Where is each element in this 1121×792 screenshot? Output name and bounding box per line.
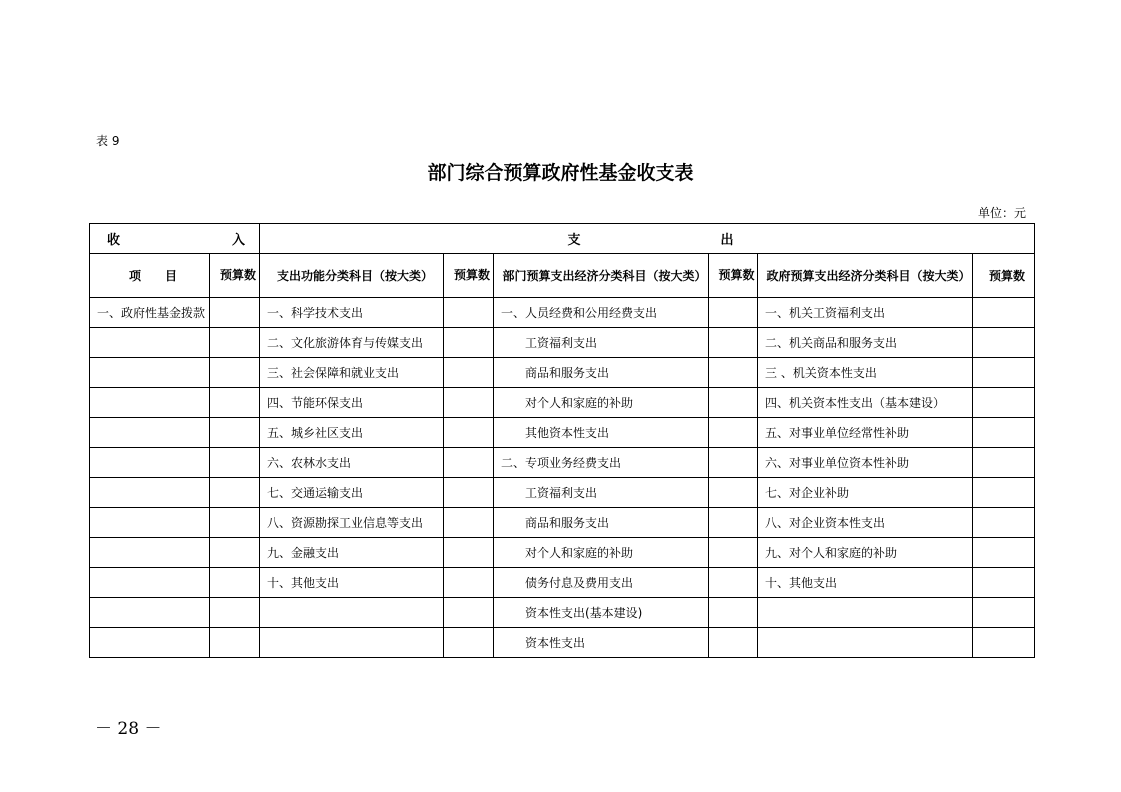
cell-gov-budget bbox=[973, 508, 1035, 538]
table-row bbox=[90, 358, 1035, 388]
budget-table bbox=[89, 223, 1035, 658]
table-row bbox=[90, 418, 1035, 448]
cell-income-budget bbox=[210, 418, 260, 448]
cell-gov-item: 三 、机关资本性支出 bbox=[758, 358, 973, 388]
col-header-gov-budget: 预算数 bbox=[973, 254, 1035, 298]
cell-func-budget bbox=[444, 418, 494, 448]
cell-income-item bbox=[90, 388, 210, 418]
cell-func-item: 三、社会保障和就业支出 bbox=[260, 358, 444, 388]
cell-income-budget bbox=[210, 568, 260, 598]
table-row bbox=[90, 568, 1035, 598]
cell-func-item bbox=[260, 628, 444, 658]
cell-dept-budget bbox=[709, 328, 758, 358]
table-row bbox=[90, 328, 1035, 358]
cell-func-item: 八、资源勘探工业信息等支出 bbox=[260, 508, 444, 538]
table-row bbox=[90, 388, 1035, 418]
cell-func-item: 一、科学技术支出 bbox=[260, 298, 444, 328]
cell-func-item: 七、交通运输支出 bbox=[260, 478, 444, 508]
cell-gov-budget bbox=[973, 628, 1035, 658]
cell-dept-item: 资本性支出(基本建设) bbox=[494, 598, 709, 628]
cell-dept-item: 一、人员经费和公用经费支出 bbox=[494, 298, 709, 328]
cell-gov-budget bbox=[973, 418, 1035, 448]
cell-func-budget bbox=[444, 448, 494, 478]
cell-dept-item: 工资福利支出 bbox=[494, 328, 709, 358]
cell-income-budget bbox=[210, 508, 260, 538]
cell-income-budget bbox=[210, 298, 260, 328]
header-row-top bbox=[90, 224, 1035, 254]
cell-gov-budget bbox=[973, 448, 1035, 478]
col-header-dept-budget: 预算数 bbox=[709, 254, 758, 298]
table-row bbox=[90, 478, 1035, 508]
cell-gov-item: 六、对事业单位资本性补助 bbox=[758, 448, 973, 478]
cell-dept-item: 工资福利支出 bbox=[494, 478, 709, 508]
cell-gov-item: 四、机关资本性支出（基本建设） bbox=[758, 388, 973, 418]
cell-gov-budget bbox=[973, 568, 1035, 598]
cell-func-item: 六、农林水支出 bbox=[260, 448, 444, 478]
col-header-func-budget: 预算数 bbox=[444, 254, 494, 298]
table-row bbox=[90, 628, 1035, 658]
cell-func-budget bbox=[444, 598, 494, 628]
table-row bbox=[90, 448, 1035, 478]
cell-dept-item: 商品和服务支出 bbox=[494, 508, 709, 538]
cell-func-item: 九、金融支出 bbox=[260, 538, 444, 568]
cell-gov-item: 八、对企业资本性支出 bbox=[758, 508, 973, 538]
cell-income-budget bbox=[210, 358, 260, 388]
table-row bbox=[90, 508, 1035, 538]
cell-dept-budget bbox=[709, 508, 758, 538]
cell-income-item bbox=[90, 358, 210, 388]
col-header-item: 项 目 bbox=[90, 254, 210, 298]
cell-func-budget bbox=[444, 568, 494, 598]
cell-gov-budget bbox=[973, 538, 1035, 568]
expense-header bbox=[260, 224, 1035, 254]
col-header-dept: 部门预算支出经济分类科目（按大类） bbox=[494, 254, 709, 298]
cell-dept-budget bbox=[709, 298, 758, 328]
cell-income-item bbox=[90, 508, 210, 538]
cell-func-budget bbox=[444, 538, 494, 568]
cell-func-item: 五、城乡社区支出 bbox=[260, 418, 444, 448]
cell-func-budget bbox=[444, 508, 494, 538]
table-number: 表 9 bbox=[96, 134, 120, 148]
cell-dept-budget bbox=[709, 538, 758, 568]
cell-income-budget bbox=[210, 328, 260, 358]
cell-gov-budget bbox=[973, 298, 1035, 328]
page-title: 部门综合预算政府性基金收支表 bbox=[427, 162, 694, 184]
cell-gov-item: 七、对企业补助 bbox=[758, 478, 973, 508]
col-header-func: 支出功能分类科目（按大类） bbox=[260, 254, 444, 298]
cell-income-item bbox=[90, 328, 210, 358]
cell-income-item bbox=[90, 598, 210, 628]
cell-income-item bbox=[90, 478, 210, 508]
cell-income-item bbox=[90, 568, 210, 598]
cell-gov-budget bbox=[973, 388, 1035, 418]
cell-income-budget bbox=[210, 598, 260, 628]
cell-gov-item: 五、对事业单位经常性补助 bbox=[758, 418, 973, 448]
cell-dept-budget bbox=[709, 628, 758, 658]
table-row bbox=[90, 298, 1035, 328]
cell-income-item bbox=[90, 448, 210, 478]
cell-gov-budget bbox=[973, 358, 1035, 388]
cell-dept-budget bbox=[709, 478, 758, 508]
cell-gov-budget bbox=[973, 598, 1035, 628]
cell-dept-budget bbox=[709, 418, 758, 448]
cell-gov-item: 十、其他支出 bbox=[758, 568, 973, 598]
table-row bbox=[90, 598, 1035, 628]
cell-dept-budget bbox=[709, 388, 758, 418]
cell-income-budget bbox=[210, 538, 260, 568]
cell-income-budget bbox=[210, 628, 260, 658]
cell-gov-budget bbox=[973, 478, 1035, 508]
header-row-columns bbox=[90, 254, 1035, 298]
cell-dept-item: 对个人和家庭的补助 bbox=[494, 538, 709, 568]
cell-gov-budget bbox=[973, 328, 1035, 358]
cell-dept-item: 对个人和家庭的补助 bbox=[494, 388, 709, 418]
cell-func-item: 四、节能环保支出 bbox=[260, 388, 444, 418]
cell-dept-item: 债务付息及费用支出 bbox=[494, 568, 709, 598]
income-header-char-2: 入 bbox=[231, 233, 245, 248]
cell-dept-item: 商品和服务支出 bbox=[494, 358, 709, 388]
cell-income-item bbox=[90, 418, 210, 448]
cell-income-item bbox=[90, 628, 210, 658]
cell-income-item: 一、政府性基金拨款 bbox=[90, 298, 210, 328]
cell-func-item: 十、其他支出 bbox=[260, 568, 444, 598]
cell-dept-budget bbox=[709, 568, 758, 598]
cell-func-budget bbox=[444, 478, 494, 508]
cell-func-item: 二、文化旅游体育与传媒支出 bbox=[260, 328, 444, 358]
expense-header-char-2: 出 bbox=[720, 233, 734, 248]
col-header-gov: 政府预算支出经济分类科目（按大类） bbox=[758, 254, 973, 298]
cell-gov-item: 九、对个人和家庭的补助 bbox=[758, 538, 973, 568]
cell-dept-item: 其他资本性支出 bbox=[494, 418, 709, 448]
cell-income-budget bbox=[210, 388, 260, 418]
cell-dept-budget bbox=[709, 448, 758, 478]
income-header-char-1: 收 bbox=[107, 233, 121, 248]
cell-gov-item bbox=[758, 628, 973, 658]
cell-dept-budget bbox=[709, 358, 758, 388]
cell-gov-item: 一、机关工资福利支出 bbox=[758, 298, 973, 328]
cell-income-item bbox=[90, 538, 210, 568]
cell-func-budget bbox=[444, 328, 494, 358]
expense-header-char-1: 支 bbox=[567, 233, 581, 248]
income-header bbox=[90, 224, 260, 254]
table-row bbox=[90, 538, 1035, 568]
cell-func-budget bbox=[444, 388, 494, 418]
page-number: － 28 － bbox=[95, 719, 162, 739]
cell-dept-item: 二、专项业务经费支出 bbox=[494, 448, 709, 478]
cell-gov-item: 二、机关商品和服务支出 bbox=[758, 328, 973, 358]
cell-income-budget bbox=[210, 448, 260, 478]
cell-dept-item: 资本性支出 bbox=[494, 628, 709, 658]
cell-dept-budget bbox=[709, 598, 758, 628]
unit-label: 单位：元 bbox=[977, 206, 1026, 220]
cell-func-budget bbox=[444, 298, 494, 328]
cell-func-budget bbox=[444, 628, 494, 658]
cell-gov-item bbox=[758, 598, 973, 628]
cell-func-item bbox=[260, 598, 444, 628]
col-header-budget: 预算数 bbox=[210, 254, 260, 298]
cell-income-budget bbox=[210, 478, 260, 508]
cell-func-budget bbox=[444, 358, 494, 388]
